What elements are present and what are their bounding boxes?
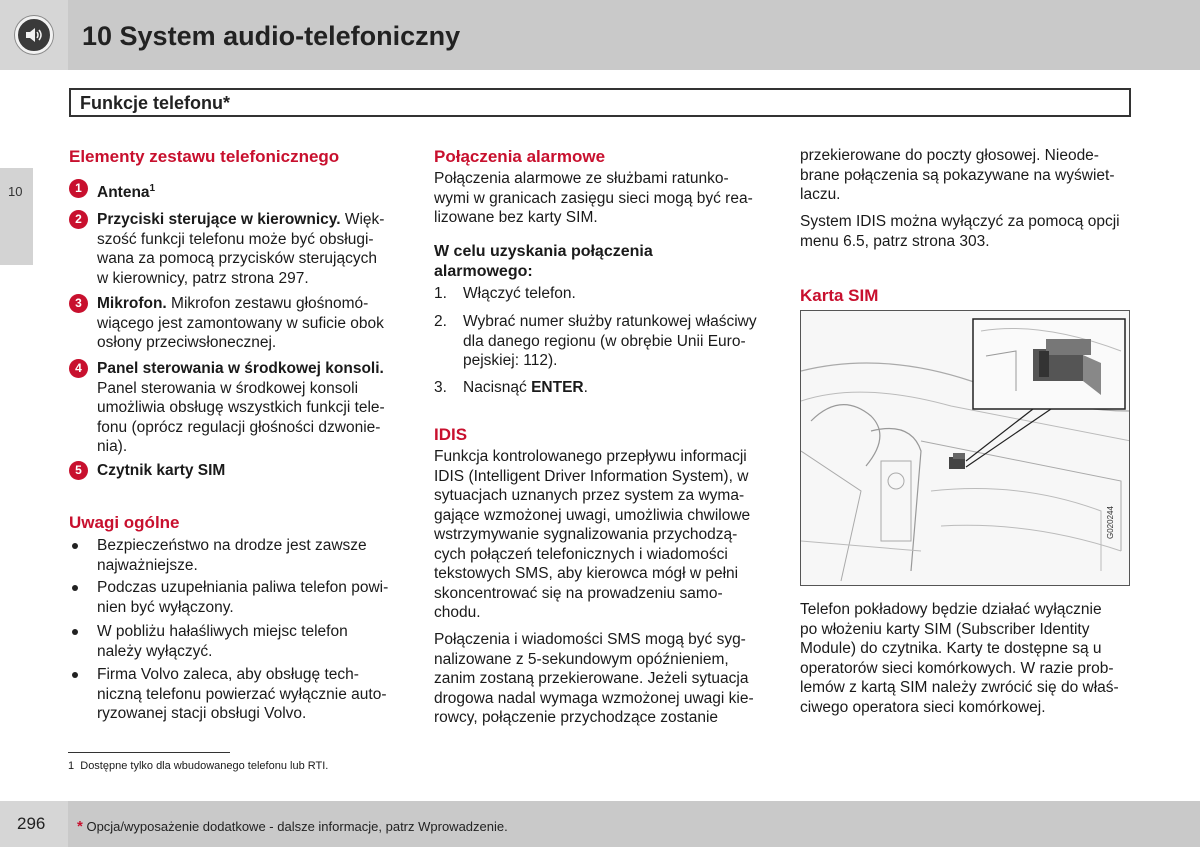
list-item: Mikrofon. Mikrofon zestawu głośnomó- wiącego jest zamontowany w suficie obok osłony przeciwsłonecznej. [97,295,384,351]
bullet-dot [72,543,78,549]
step-text: Włączyć telefon. [463,285,576,302]
list-item: Przyciski sterujące w kierownicy. Więk- szość funkcji telefonu może być obsługi- wana za pomocą przycisków sterujących w kierownicy, patrz strona 297. [97,211,385,287]
item-number-badge: 4 [69,359,88,378]
bullet-item: Firma Volvo zaleca, aby obsługę tech- niczną telefonu powierzać wyłącznie auto- ryzowanej stacji obsługi Volvo. [97,666,387,722]
item-number-badge: 1 [69,179,88,198]
step-number: 1. [434,285,447,302]
bullet-item: Bezpieczeństwo na drodze jest zawsze najważniejsze. [97,537,367,574]
heading-general-notes: Uwagi ogólne [69,513,180,532]
figure-code: G020244 [1106,506,1115,539]
side-tab-number: 10 [8,184,23,199]
heading-sim-card: Karta SIM [800,286,879,305]
asterisk-icon: * [77,818,83,835]
heading-phone-components: Elementy zestawu telefonicznego [69,147,340,166]
step-number: 3. [434,379,447,396]
paragraph: Połączenia alarmowe ze służbami ratunko- wymi w granicach zasięgu sieci mogą być rea- lizowane bez karty SIM. [434,170,753,226]
speaker-icon [15,16,53,54]
item-number-badge: 5 [69,461,88,480]
bullet-dot [72,672,78,678]
step-text: Wybrać numer służby ratunkowej właściwy dla danego regionu (w obrębie Unii Euro- pejskiej: 112). [463,313,757,369]
item-number-badge: 3 [69,294,88,313]
bullet-item: W pobliżu hałaśliwych miejsc telefon należy wyłączyć. [97,623,348,660]
step-number: 2. [434,313,447,330]
sim-reader-illustration [800,310,1130,586]
dashboard-drawing [801,311,1130,586]
subheading-emergency-procedure: W celu uzyskania połączenia alarmowego: [434,243,653,280]
list-item: Czytnik karty SIM [97,462,226,479]
bullet-dot [72,585,78,591]
item-number-badge: 2 [69,210,88,229]
heading-idis: IDIS [434,425,468,444]
paragraph: Połączenia i wiadomości SMS mogą być syg- nalizowane z 5-sekundowym opóźnieniem, zanim zostaną przekierowane. Jeżeli sytuacja drogowa nadal wymaga wzmożonej uwagi kie- rowcy, połączenie przychodzące zostanie [434,631,754,726]
footer-note: * Opcja/wyposażenie dodatkowe - dalsze informacje, patrz Wprowadzenie. [77,818,508,835]
paragraph: Telefon pokładowy będzie działać wyłącznie po włożeniu karty SIM (Subscriber Identity Module) do czytnika. Karty te dostępne są u operatorów sieci komórkowych. W razie prob- lemów z kartą SIM należy zwrócić się do właś- ciwego operatora sieci komórkowej. [800,601,1119,716]
step-text: Nacisnąć ENTER. [463,379,588,396]
footnote-rule [68,752,230,753]
paragraph: System IDIS można wyłączyć za pomocą opcji menu 6.5, patrz strona 303. [800,213,1120,250]
bullet-item: Podczas uzupełniania paliwa telefon powi- nien być wyłączony. [97,579,389,616]
list-item: Antena$^1$ [97,183,156,202]
paragraph: Funkcja kontrolowanego przepływu informacji IDIS (Intelligent Driver Information System), w sytuacjach uznanych przez system za wyma- gające wzmożonej uwagi, umożliwia chwilowe wstrzymywanie sygnalizowania przychodzą- cych połączeń telefonicznych i wiadomości tekstowych SMS, aby kierowca mógł w pełni skoncentrować się na prowadzeniu samo- chodu. [434,448,751,621]
section-title: Funkcje telefonu* [80,93,231,113]
chapter-title: 10 System audio-telefoniczny [82,21,461,51]
page-number: 296 [17,814,46,833]
list-item: Panel sterowania w środkowej konsoli. Panel sterowania w środkowej konsoli umożliwia obsługę wszystkich funkcji tele- fonu (oprócz regulacji głośności dzwonie- nia). [97,360,385,455]
paragraph: przekierowane do poczty głosowej. Nieode- brane połączenia są pokazywane na wyświet- laczu. [800,147,1115,203]
footnote: 1 Dostępne tylko dla wbudowanego telefonu lub RTI. [68,760,329,772]
bullet-dot [72,629,78,635]
heading-emergency-calls: Połączenia alarmowe [434,147,606,166]
